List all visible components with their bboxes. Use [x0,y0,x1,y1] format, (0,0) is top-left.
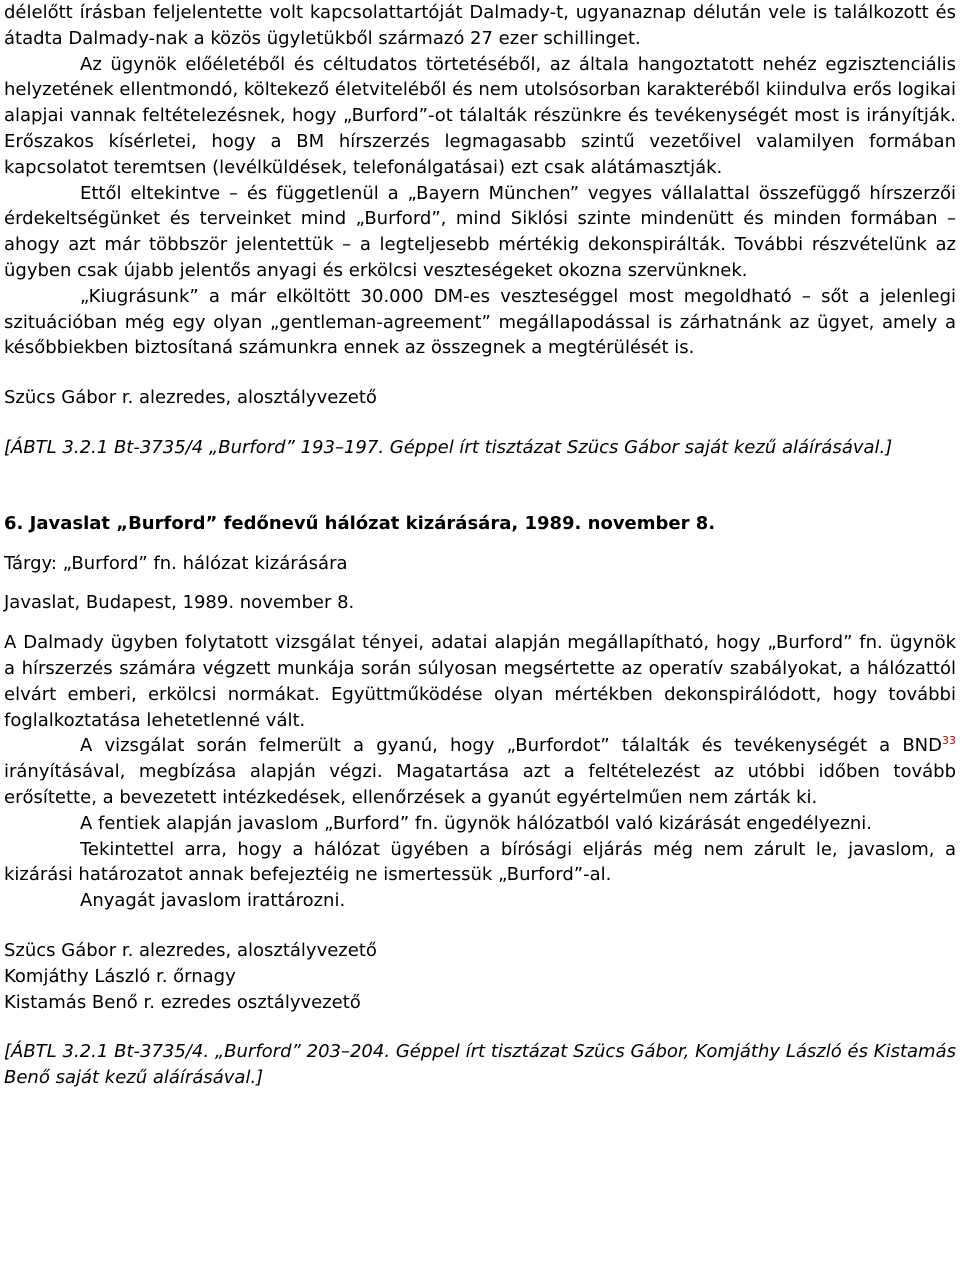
paragraph-findings: A Dalmady ügyben folytatott vizsgálat tényei, adatai alapján megállapítható, hogy „Burford” fn. ügynök a hírszerzés számára végzett munkája során súlyosan megsértette az operatív szabályokat, a hálózattól elvárt emberi, erkölcsi normákat. Együttműködése olyan mértékben dekonspirálódott, hogy további foglalkoztatása lehetetlenné vált. [4,632,956,731]
place-date-line: Javaslat, Budapest, 1989. november 8. [4,592,355,614]
paragraph-agent-background: Az ügynök előéletéből és céltudatos törtetéséből, az általa hangoztatott nehéz egzisztenciális helyzetének ellentmondó, költekező életviteléből és nem utolsósorban karakteréből kiindulva erős logikai alapjai vannak feltételezésnek, hogy „Burford”-ot tálalták részünkre és tevékenységét most is irányítják. Erőszakos kísérletei, hogy a BM hírszerzés legmagasabb szintű vezetőivel valamilyen formában kapcsolatot teremtsen (levélküldések, telefonálgatásai) ezt csak alátámasztják. [4,53,956,178]
paragraph-proposal: A fentiek alapján javaslom „Burford” fn. ügynök hálózatból való kizárását engedélyezni. [80,812,873,834]
signature-line: Szücs Gábor r. alezredes, alosztályvezető [4,387,377,409]
section-heading: 6. Javaslat „Burford” fedőnevű hálózat kizárására, 1989. november 8. [4,512,716,534]
signatory-line: Kistamás Benő r. ezredes osztályvezető [4,991,361,1013]
paragraph-exit: „Kiugrásunk” a már elköltött 30.000 DM-es veszteséggel most megoldható – sőt a jelenlegi szituációban még egy olyan „gentleman-agreement” megállapodással is zárhatnánk az ügyet, amely a későbbiekben biztosítaná számunkra ennek az összegnek a megtérülését is. [4,285,956,359]
signatory-block [4,938,956,1015]
archive-reference-2: [ÁBTL 3.2.1 Bt-3735/4. „Burford” 203–204. Géppel írt tisztázat Szücs Gábor, Komjáthy László és Kistamás Benő saját kezű aláírásával.] [4,1041,956,1089]
suspicion-text-start: A vizsgálat során felmerült a gyanú, hogy „Burfordot” tálalták és tevékenységét a BND [80,735,942,757]
footnote-marker[interactable]: 33 [942,734,956,748]
suspicion-text-end: irányításával, megbízása alapján végzi. Magatartása azt a feltételezést az utóbbi időben tovább erősítette, a bevezetett intézkedések, ellenőrzések a gyanút egyértelműen nem zárták ki. [4,761,956,808]
paragraph-continuation: délelőtt írásban feljelentette volt kapcsolattartóját Dalmady-t, ugyanaznap délután vele is találkozott és átadta Dalmady-nak a közös ügyletükből származó 27 ezer schillinget. [4,2,956,49]
paragraph-archive: Anyagát javaslom irattározni. [80,890,346,912]
archive-reference: [ÁBTL 3.2.1 Bt-3735/4 „Burford” 193–197. Géppel írt tisztázat Szücs Gábor saját kezű aláírásával.] [4,436,893,458]
paragraph-suspicion [4,733,956,810]
subject-line: Tárgy: „Burford” fn. hálózat kizárására [4,552,348,574]
signatory-line: Komjáthy László r. őrnagy [4,965,236,987]
paragraph-deconspiracy: Ettől eltekintve – és függetlenül a „Bayern München” vegyes vállalattal összefüggő hírszerzői érdekeltségünket és terveinket mind „Burford”, mind Siklósi szinte mindenütt és minden formában – ahogy azt már többször jelentettük – a legteljesebb mértékig dekonspirálták. További részvételünk az ügyben csak újabb jelentős anyagi és erkölcsi veszteségeket okozna szervünknek. [4,182,956,281]
signatory-line: Szücs Gábor r. alezredes, alosztályvezető [4,939,377,961]
paragraph-court-proceedings: Tekintettel arra, hogy a hálózat ügyében a bírósági eljárás még nem zárult le, javaslom, a kizárási határozatot annak befejeztéig ne ismertessük „Burford”-al. [4,838,956,886]
